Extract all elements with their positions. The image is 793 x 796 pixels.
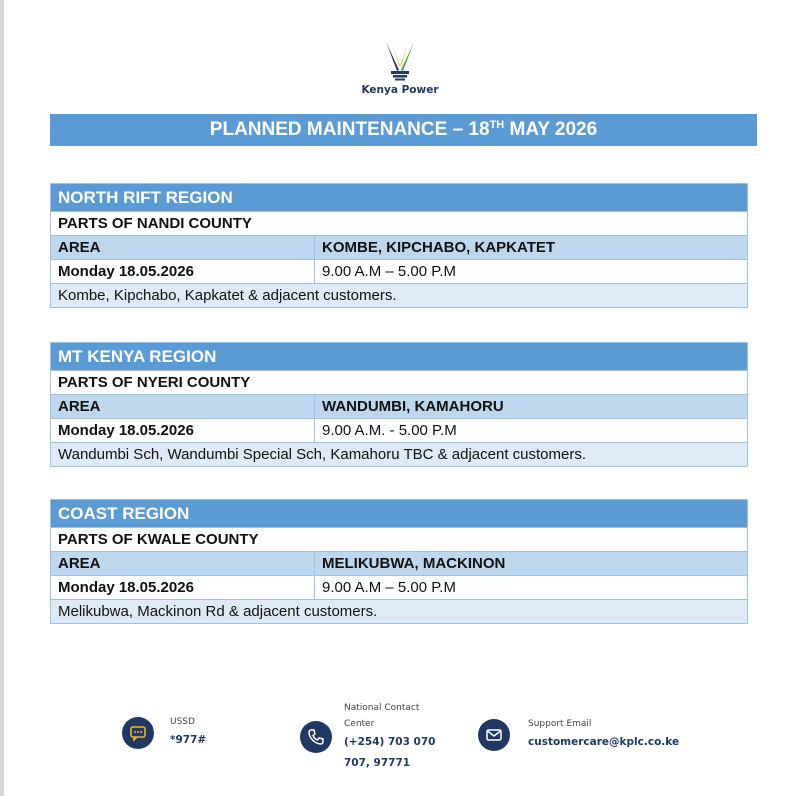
contact-number-line2: 707, 97771 (344, 757, 411, 769)
date-row (51, 418, 747, 442)
region-name: MT KENYA REGION (51, 343, 747, 370)
contact-label-line1: National Contact (344, 703, 420, 713)
area-label: AREA (51, 236, 315, 259)
title-superscript: TH (489, 119, 505, 131)
ussd-code: *977# (170, 734, 207, 746)
affected-customers: Kombe, Kipchabo, Kapkatet & adjacent customers. (51, 283, 747, 307)
kenya-power-logo (350, 40, 450, 96)
date-cell: Monday 18.05.2026 (51, 576, 315, 599)
region-table-north-rift (50, 183, 748, 308)
ussd-label: USSD (170, 717, 195, 727)
region-name: COAST REGION (51, 500, 747, 527)
kenya-power-logo-icon (380, 40, 420, 82)
area-row (51, 235, 747, 259)
chat-phone-icon (122, 717, 154, 749)
time-cell: 9.00 A.M – 5.00 P.M (322, 263, 456, 280)
email-label: Support Email (528, 719, 592, 729)
footer-ussd (122, 714, 206, 751)
area-row (51, 394, 747, 418)
date-cell: Monday 18.05.2026 (51, 419, 315, 442)
area-value: KOMBE, KIPCHABO, KAPKATET (322, 239, 556, 256)
region-name: NORTH RIFT REGION (51, 184, 747, 211)
footer-support-email (478, 716, 679, 753)
date-row (51, 259, 747, 283)
affected-customers: Melikubwa, Mackinon Rd & adjacent customers. (51, 599, 747, 623)
brand-name: Kenya Power (361, 84, 439, 96)
date-cell: Monday 18.05.2026 (51, 260, 315, 283)
title-prefix: PLANNED MAINTENANCE – 18 (209, 119, 490, 140)
region-table-mt-kenya (50, 342, 748, 467)
page-title-banner (50, 114, 757, 146)
area-label: AREA (51, 552, 315, 575)
envelope-icon (478, 719, 510, 751)
left-edge-rule (0, 0, 4, 796)
phone-icon (300, 721, 332, 753)
area-row (51, 551, 747, 575)
county-name: PARTS OF KWALE COUNTY (51, 527, 747, 551)
contact-number-line1: (+254) 703 070 (344, 736, 436, 748)
county-name: PARTS OF NYERI COUNTY (51, 370, 747, 394)
contact-label-line2: Center (344, 719, 375, 729)
affected-customers: Wandumbi Sch, Wandumbi Special Sch, Kamahoru TBC & adjacent customers. (51, 442, 747, 466)
footer-contact-center (300, 700, 435, 774)
area-value: MELIKUBWA, MACKINON (322, 555, 506, 572)
date-row (51, 575, 747, 599)
email-address[interactable]: customercare@kplc.co.ke (528, 736, 680, 748)
title-suffix: MAY 2026 (504, 119, 598, 140)
time-cell: 9.00 A.M – 5.00 P.M (322, 579, 456, 596)
area-value: WANDUMBI, KAMAHORU (322, 398, 504, 415)
region-table-coast (50, 499, 748, 624)
county-name: PARTS OF NANDI COUNTY (51, 211, 747, 235)
time-cell: 9.00 A.M. - 5.00 P.M (322, 422, 457, 439)
area-label: AREA (51, 395, 315, 418)
